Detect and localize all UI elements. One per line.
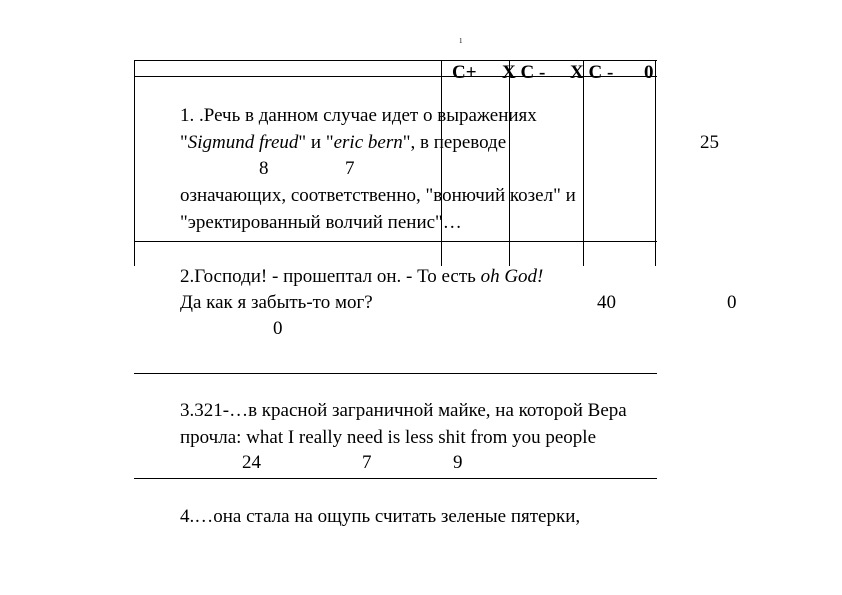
column-divider-1 [441, 60, 442, 266]
table-right-border [655, 60, 656, 266]
row-divider-2 [134, 373, 657, 374]
item-1-term-1: Sigmund freud [187, 132, 299, 153]
item-3-line-1: 3.321-…в красной заграничной майке, на которой Вера [180, 400, 627, 421]
column-divider-2 [509, 60, 510, 266]
table-left-border [134, 60, 135, 266]
item-3-line-2: прочла: what I really need is less shit from you people [180, 427, 597, 448]
item-3-count-b: 7 [362, 452, 372, 473]
page-mark: 1 [459, 37, 463, 45]
header-col-xc-minus-2: X C - [570, 62, 614, 83]
item-2-count-a: 40 [597, 292, 616, 313]
column-divider-3 [583, 60, 584, 266]
item-1-line-3: означающих, соответственно, "вонючий козел" и [180, 185, 576, 206]
item-2-phrase: oh God! [480, 266, 544, 287]
header-col-zero: 0 [644, 62, 654, 83]
item-1-count-a: 8 [259, 158, 269, 179]
item-1-count-b: 7 [345, 158, 355, 179]
item-2-line-2: Да как я забыть-то мог? [180, 292, 373, 313]
table-top-border [134, 60, 657, 61]
row-divider-3 [134, 478, 657, 479]
row-divider-1 [134, 241, 657, 242]
item-2-count-c: 0 [273, 318, 283, 339]
item-1-count-right: 25 [700, 132, 719, 153]
header-col-c-plus: C+ [452, 62, 477, 83]
header-col-xc-minus-1: X C - [502, 62, 546, 83]
item-1-line-1: 1. .Речь в данном случае идет о выражениях [180, 105, 537, 126]
item-2-line-1: 2.Господи! - прошептал он. - То есть oh God! [180, 266, 544, 287]
item-4-line-1: 4.…она стала на ощупь считать зеленые пятерки, [180, 506, 581, 527]
item-3-count-a: 24 [242, 452, 261, 473]
item-1-line-4: "эректированный волчий пенис"… [180, 212, 462, 233]
item-3-count-c: 9 [453, 452, 463, 473]
item-2-count-b: 0 [727, 292, 737, 313]
item-1-line-2: "Sigmund freud" и "eric bern", в переводе [180, 132, 507, 153]
item-1-term-2: eric bern [333, 132, 403, 153]
